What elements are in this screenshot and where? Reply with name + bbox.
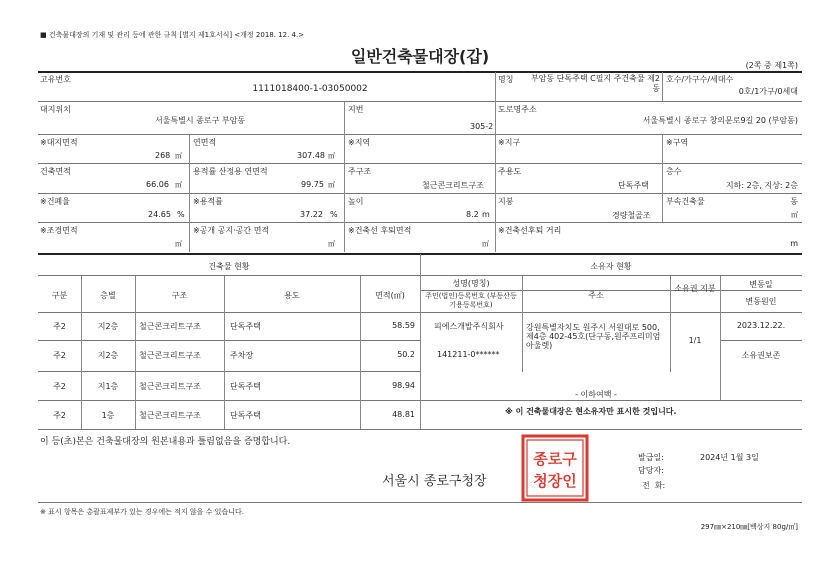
cell-gubun: 주2 bbox=[53, 382, 66, 391]
annex-unit-area: ㎡ bbox=[791, 211, 798, 219]
bcr-value: 24.65 bbox=[148, 210, 171, 219]
cell-use: 단독주택 bbox=[230, 382, 261, 391]
setback-area-unit: ㎡ bbox=[482, 240, 489, 248]
far-area-unit: ㎡ bbox=[328, 181, 335, 189]
cell-area: 48.81 bbox=[392, 410, 415, 419]
road-address-value: 서울특별시 종로구 창의문로9길 20 (부암동) bbox=[642, 116, 798, 125]
floors-value: 지하: 2층, 지상: 2층 bbox=[725, 181, 798, 190]
height-value: 8.2 bbox=[466, 210, 479, 219]
owner-name: 피에스개발주식회사 bbox=[434, 322, 504, 331]
id-value: 1111018400-1-03050002 bbox=[252, 84, 368, 94]
building-status-title: 건축물 현황 bbox=[208, 262, 250, 271]
paper-spec: 297㎜×210㎜[백상지 80g/㎡] bbox=[700, 523, 798, 531]
far-area-label: 용적률 산정용 연면적 bbox=[193, 167, 268, 176]
col-floor: 층별 bbox=[100, 291, 116, 300]
cell-structure: 철근콘크리트구조 bbox=[139, 411, 201, 420]
change-date: 2023.12.22. bbox=[736, 321, 786, 330]
units-value: 0호/1가구/0세대 bbox=[738, 87, 798, 96]
owner-share: 1/1 bbox=[688, 336, 702, 345]
land-area-label: ※대지면적 bbox=[40, 138, 78, 147]
location-value: 서울특별시 종로구 부암동 bbox=[154, 116, 246, 125]
cell-use: 단독주택 bbox=[230, 411, 261, 420]
building-area-value: 66.06 bbox=[146, 180, 169, 189]
landscape-unit: ㎡ bbox=[175, 240, 182, 248]
height-label: 높이 bbox=[348, 197, 364, 206]
owner-regno: 141211-0****** bbox=[437, 350, 500, 359]
name-label: 명칭 bbox=[498, 75, 514, 84]
floor-area-unit: ㎡ bbox=[328, 152, 335, 160]
footnote: ※ 표시 항목은 총괄표제부가 있는 경우에는 적지 않을 수 있습니다. bbox=[40, 508, 244, 516]
col-gubun: 구분 bbox=[51, 291, 68, 300]
lot-label: 지번 bbox=[348, 105, 364, 114]
cell-structure: 철근콘크리트구조 bbox=[139, 351, 201, 360]
annex-label: 부속건축물 bbox=[666, 197, 705, 206]
structure-value: 철근콘크리트구조 bbox=[422, 181, 484, 190]
form-header: ■ 건축물대장의 기재 및 관리 등에 관한 규칙 [별지 제1호서식] <개정 2018. 12. 4.> bbox=[40, 31, 305, 39]
bcr-unit: % bbox=[177, 210, 185, 219]
height-unit: m bbox=[482, 210, 490, 219]
public-space-unit: ㎡ bbox=[328, 240, 335, 248]
clerk-label: 담당자: bbox=[638, 466, 664, 475]
roof-label: 지붕 bbox=[498, 197, 514, 206]
cell-use: 단독주택 bbox=[230, 322, 261, 331]
cell-structure: 철근콘크리트구조 bbox=[139, 322, 201, 331]
col-owner-regno: 주민(법인)등록번호 (부동산등기용등록번호) bbox=[425, 292, 517, 309]
road-address-label: 도로명주소 bbox=[498, 105, 537, 114]
owner-notice: ※ 이 건축물대장은 현소유자만 표시한 것입니다. bbox=[505, 407, 677, 416]
far-value: 37.22 bbox=[300, 210, 323, 219]
cell-gubun: 주2 bbox=[53, 411, 66, 420]
col-area: 면적(㎡) bbox=[375, 291, 405, 300]
issuer: 서울시 종로구청장 bbox=[382, 474, 487, 489]
building-area-unit: ㎡ bbox=[175, 181, 182, 189]
location-label: 대지위치 bbox=[40, 105, 71, 114]
cell-floor: 1층 bbox=[101, 411, 115, 420]
floor-area-value: 307.48 bbox=[297, 151, 325, 160]
issue-date: 2024년 1월 3일 bbox=[700, 453, 759, 462]
seal-line-2: 청장인 bbox=[533, 472, 577, 490]
cell-use: 주차장 bbox=[230, 351, 254, 360]
page-title: 일반건축물대장(갑) bbox=[350, 47, 490, 66]
col-owner-address: 주소 bbox=[588, 291, 604, 300]
cell-floor: 지2층 bbox=[97, 351, 119, 360]
structure-label: 주구조 bbox=[348, 167, 372, 176]
page-info: (2쪽 중 제1쪽) bbox=[745, 61, 798, 70]
phone-label: 전 화: bbox=[642, 481, 666, 490]
far-area-value: 99.75 bbox=[301, 180, 324, 189]
lot-value: 305-2 bbox=[470, 122, 494, 131]
setback-distance-unit: m bbox=[790, 239, 798, 248]
cell-floor: 지1층 bbox=[97, 382, 119, 391]
seal-line-1: 종로구 bbox=[533, 450, 577, 468]
setback-area-label: ※건축선 후퇴면적 bbox=[348, 226, 412, 235]
col-use: 용도 bbox=[284, 291, 300, 300]
roof-value: 경량철골조 bbox=[612, 211, 651, 220]
main-use-label: 주용도 bbox=[498, 167, 522, 176]
public-space-label: ※공개 공지·공간 면적 bbox=[193, 226, 270, 235]
cell-area: 98.94 bbox=[392, 381, 415, 390]
col-structure: 구조 bbox=[171, 291, 188, 300]
main-use-value: 단독주택 bbox=[618, 181, 649, 190]
landscape-label: ※조경면적 bbox=[40, 226, 78, 235]
change-reason: 소유권보존 bbox=[741, 351, 781, 360]
cell-floor: 지2층 bbox=[97, 322, 119, 331]
land-area-value: 268 bbox=[155, 151, 171, 160]
owner-status-title: 소유자 현황 bbox=[590, 262, 632, 271]
floor-area-label: 연면적 bbox=[193, 138, 217, 147]
building-area-label: 건축면적 bbox=[40, 167, 71, 176]
cell-gubun: 주2 bbox=[53, 351, 66, 360]
col-change-date: 변동일 bbox=[749, 280, 773, 289]
far-label: ※용적률 bbox=[193, 197, 223, 206]
floors-label: 층수 bbox=[666, 167, 682, 176]
certify-text: 이 등(초)본은 건축물대장의 원본내용과 틀림없음을 증명합니다. bbox=[40, 437, 291, 447]
land-area-unit: ㎡ bbox=[175, 152, 182, 160]
col-owner-name: 성명(명칭) bbox=[452, 279, 490, 288]
cell-structure: 철근콘크리트구조 bbox=[139, 382, 201, 391]
cell-gubun: 주2 bbox=[53, 322, 66, 331]
district-label: ※지역 bbox=[348, 138, 371, 147]
owner-address: 강원특별자치도 원주시 서원대로 500, 제4층 402-45호(단구동,원주프리미엄 아울렛) bbox=[526, 323, 661, 350]
sector-label: ※구역 bbox=[666, 138, 689, 147]
zone-label: ※지구 bbox=[498, 138, 521, 147]
bcr-label: ※건폐율 bbox=[40, 197, 70, 206]
cell-area: 58.59 bbox=[392, 321, 415, 330]
col-change-reason: 변동원인 bbox=[745, 297, 777, 306]
col-owner-share: 소유권 지분 bbox=[674, 284, 716, 293]
annex-unit-count: 동 bbox=[790, 197, 798, 206]
far-unit: % bbox=[330, 210, 338, 219]
official-seal-icon bbox=[521, 434, 589, 502]
units-label: 호수/가구수/세대수 bbox=[666, 75, 734, 84]
cell-area: 50.2 bbox=[397, 350, 415, 359]
issue-date-label: 발급일: bbox=[638, 453, 664, 462]
name-value: 부암동 단독주택 C필지 주건축물 제2동 bbox=[530, 74, 660, 93]
setback-distance-label: ※건축선후퇴 거리 bbox=[498, 226, 562, 235]
id-label: 고유번호 bbox=[40, 75, 71, 84]
below-blank: - 이하여백 - bbox=[575, 390, 617, 399]
